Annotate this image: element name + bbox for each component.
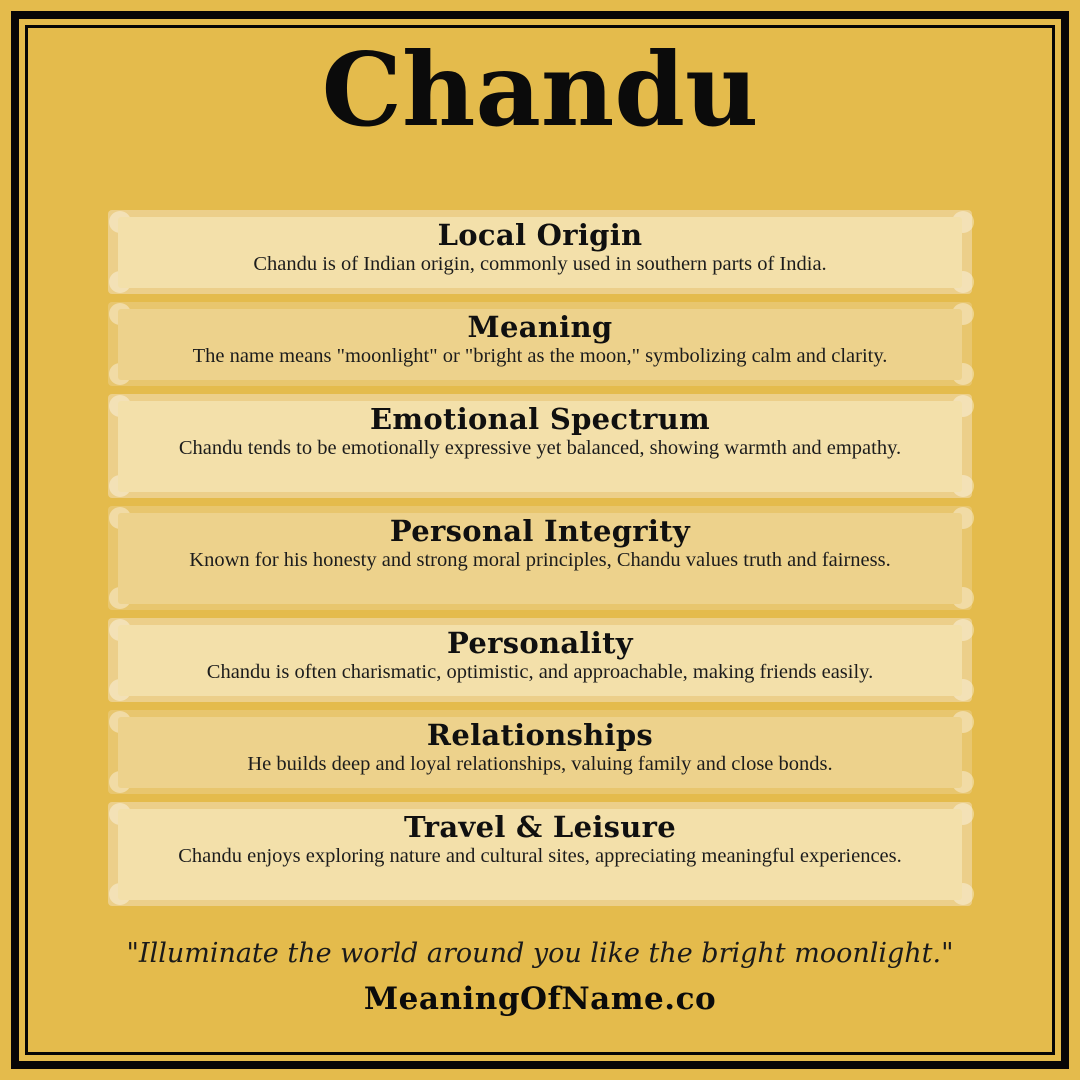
section-card [108, 710, 972, 794]
section-card-inner [118, 625, 962, 696]
section-card [108, 302, 972, 386]
section-card-inner [118, 513, 962, 604]
section-heading: Emotional Spectrum [369, 402, 711, 436]
section-card [108, 394, 972, 498]
section-card-inner [118, 809, 962, 900]
section-card [108, 802, 972, 906]
section-body: Chandu tends to be emotionally expressive yet balanced, showing warmth and empathy. [178, 437, 902, 459]
quote-text: "Illuminate the world around you like the bright moonlight." [126, 938, 954, 969]
section-card [108, 618, 972, 702]
section-heading: Local Origin [437, 218, 643, 252]
section-body: Chandu enjoys exploring nature and cultural sites, appreciating meaningful experiences. [178, 845, 902, 867]
section-body: Chandu is often charismatic, optimistic, and approachable, making friends easily. [206, 661, 874, 683]
sections-list [108, 210, 972, 906]
section-heading: Travel & Leisure [403, 810, 677, 844]
section-heading: Personal Integrity [389, 514, 691, 548]
section-card [108, 210, 972, 294]
section-body: Known for his honesty and strong moral principles, Chandu values truth and fairness. [189, 549, 891, 571]
brand-name: MeaningOfName.co [363, 981, 717, 1017]
section-card-inner [118, 717, 962, 788]
section-heading: Personality [447, 626, 633, 660]
section-body: Chandu is of Indian origin, commonly used in southern parts of India. [253, 253, 827, 275]
section-body: The name means "moonlight" or "bright as the moon," symbolizing calm and clarity. [192, 345, 888, 367]
section-body: He builds deep and loyal relationships, valuing family and close bonds. [247, 753, 833, 775]
page-title: Chandu [321, 30, 759, 149]
section-heading: Relationships [426, 718, 654, 752]
section-card-inner [118, 401, 962, 492]
section-card [108, 506, 972, 610]
section-card-inner [118, 309, 962, 380]
section-heading: Meaning [467, 310, 613, 344]
section-card-inner [118, 217, 962, 288]
